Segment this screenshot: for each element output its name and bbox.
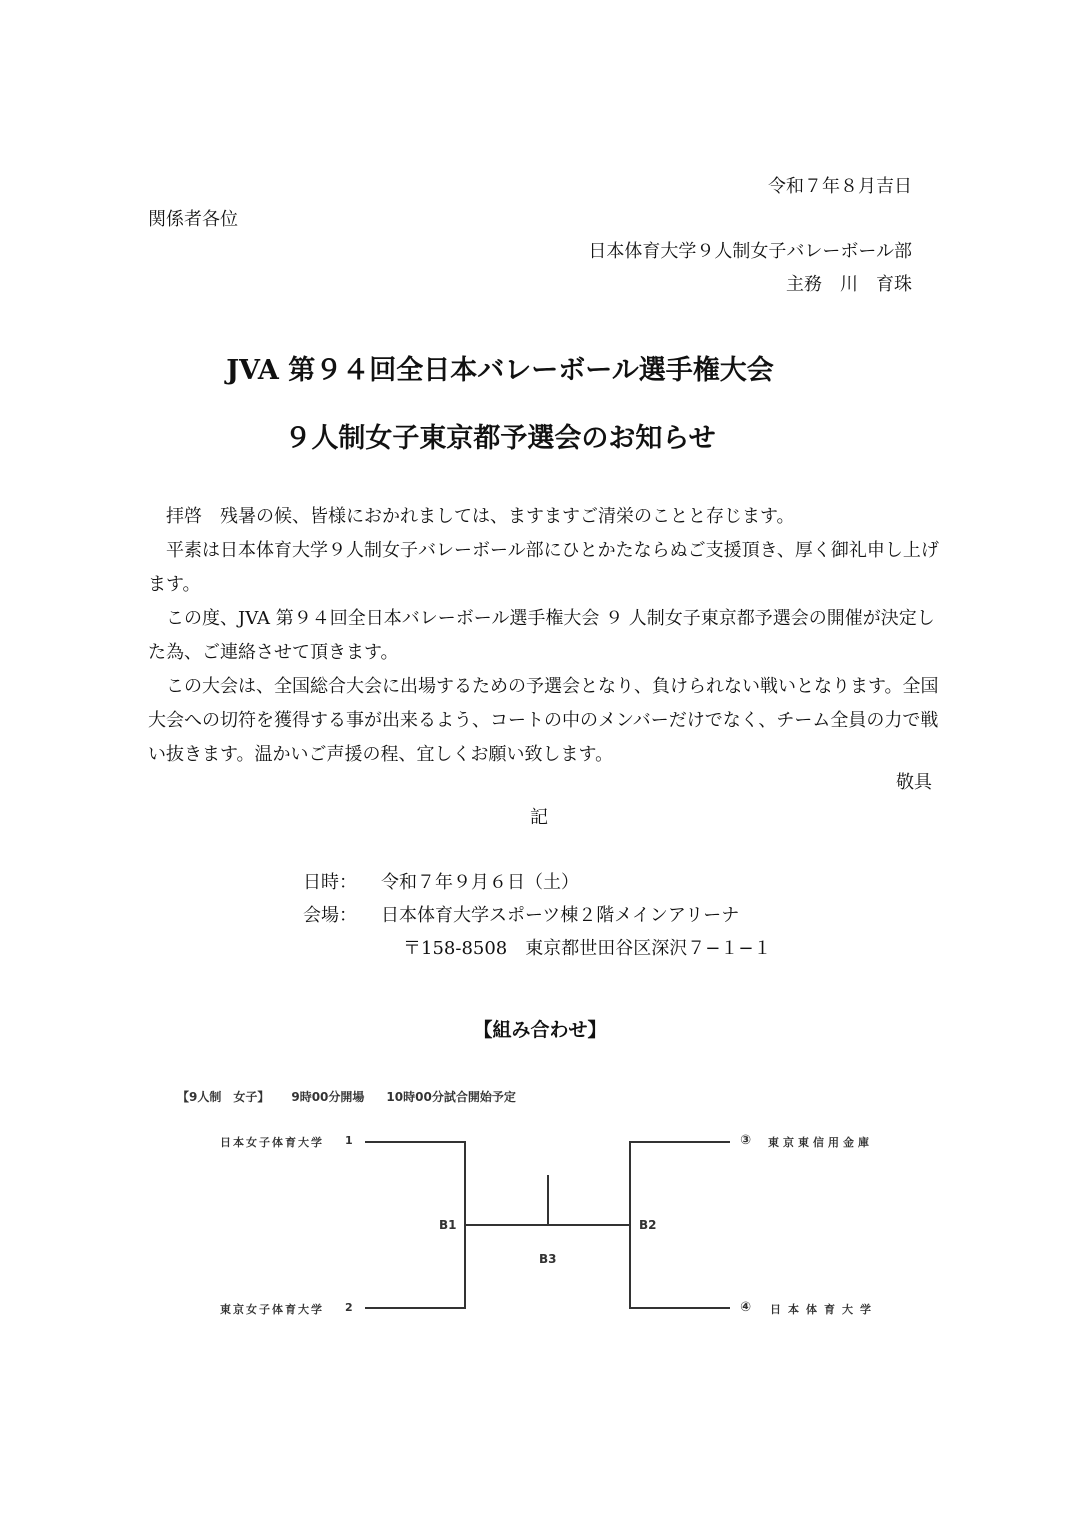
- combination-heading: 【組み合わせ】: [473, 1019, 607, 1041]
- bracket-line-team3: [630, 1142, 730, 1225]
- paragraph-greeting: 拝啓 残暑の候、皆様におかれましては、ますますご清栄のことと存じます。: [166, 506, 795, 527]
- venue-value: 日本体育大学スポーツ棟２階メインアリーナ: [381, 905, 740, 926]
- paragraph-appeal: この大会は、全国総合大会に出場するための予選会となり、負けられない戦いとなります。全国大会への切符を獲得する事が出来るよう、コートの中のメンバーだけでなく、チーム全員の力で戦い抜きます。温かいご声援の程、宜しくお願い致します。: [148, 676, 939, 765]
- team-3-seed: ③: [740, 1133, 754, 1148]
- team-1-name: 日本女子体育大学: [220, 1136, 324, 1149]
- manager: 主務 川 育珠: [786, 274, 912, 295]
- bracket-start-time: 10時00分試合開始予定: [386, 1090, 516, 1104]
- team-4-seed: ④: [740, 1300, 754, 1315]
- paragraph-announcement: この度、JVA 第９４回全日本バレーボール選手権大会 ９ 人制女子東京都予選会の開催が決定した為、ご連絡させて頂きます。: [148, 608, 935, 663]
- paragraph-thanks: 平素は日本体育大学９人制女子バレーボール部にひとかたならぬご支援頂き、厚く御礼申し上げます。: [148, 540, 939, 595]
- organization: 日本体育大学９人制女子バレーボール部: [588, 241, 912, 262]
- date-label: 日時：: [303, 872, 357, 893]
- team-2-name: 東京女子体育大学: [220, 1303, 324, 1316]
- match-b2-label: B2: [639, 1218, 657, 1232]
- bracket-open-time: 9時00分開場: [291, 1090, 365, 1104]
- match-b3-label: B3: [539, 1252, 557, 1266]
- title-line-1: JVA 第９４回全日本バレーボール選手権大会: [226, 355, 774, 386]
- title-line-2: ９人制女子東京都予選会のお知らせ: [284, 423, 716, 454]
- bracket-line-team2: [365, 1225, 465, 1308]
- team-1-seed: 1: [345, 1134, 355, 1147]
- ki-heading: 記: [530, 807, 548, 828]
- match-b1-label: B1: [439, 1218, 457, 1232]
- closing: 敬具: [896, 772, 932, 793]
- venue-label: 会場：: [303, 905, 357, 926]
- team-2-seed: 2: [345, 1301, 355, 1314]
- bracket-line-team1: [365, 1142, 465, 1225]
- bracket-line-team4: [630, 1225, 730, 1308]
- document-date: 令和７年８月吉日: [768, 176, 912, 197]
- team-4-name: 日本体育大学: [770, 1303, 878, 1316]
- venue-address: 〒158-8508 東京都世田谷区深沢７−１−１: [403, 938, 772, 959]
- recipient: 関係者各位: [148, 209, 238, 230]
- bracket-category: 【9人制 女子】: [177, 1090, 270, 1104]
- team-3-name: 東京東信用金庫: [768, 1136, 873, 1149]
- date-value: 令和７年９月６日（土）: [381, 872, 579, 893]
